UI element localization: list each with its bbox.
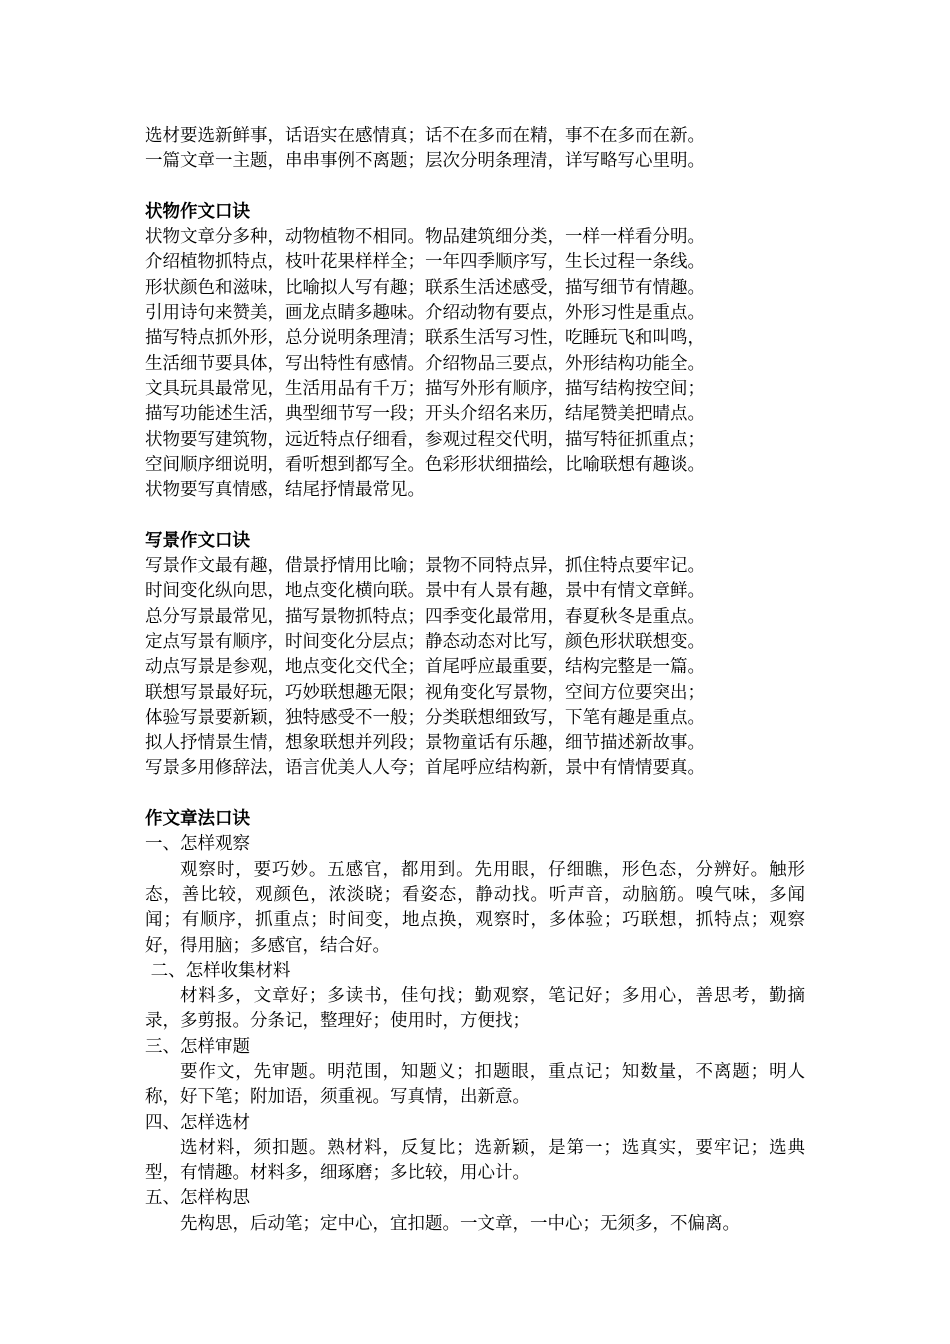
intro-line: 一篇文章一主题，串串事例不离题；层次分明条理清，详写略写心里明。 xyxy=(145,151,705,172)
verse-line: 引用诗句来赞美，画龙点睛多趣味。介绍动物有要点，外形习性是重点。 xyxy=(145,303,705,324)
verse-line: 时间变化纵向思，地点变化横向联。景中有人景有趣，景中有情文章鲜。 xyxy=(145,581,705,602)
intro-block xyxy=(145,124,825,175)
subsection-text: 选材料，须扣题。熟材料，反复比；选新颖，是第一；选真实，要牢记；选典型，有情趣。材料多，细琢磨；多比较，用心计。 xyxy=(145,1137,805,1184)
verse-line: 写景多用修辞法，语言优美人人夸；首尾呼应结构新，景中有情情要真。 xyxy=(145,758,705,779)
verse-line: 空间顺序细说明，看听想到都写全。色彩形状细描绘，比喻联想有趣谈。 xyxy=(145,454,705,475)
subsection-heading: 二、怎样收集材料 xyxy=(145,960,291,981)
verse-line: 拟人抒情景生情，想象联想并列段；景物童话有乐趣，细节描述新故事。 xyxy=(145,733,705,754)
verse-line: 形状颜色和滋味，比喻拟人写有趣；联系生活述感受，描写细节有情趣。 xyxy=(145,277,705,298)
verse-line: 文具玩具最常见，生活用品有千万；描写外形有顺序，描写结构按空间； xyxy=(145,378,705,399)
verse-line: 定点写景有顺序，时间变化分层点；静态动态对比写，颜色形状联想变。 xyxy=(145,631,705,652)
verse-line: 介绍植物抓特点，枝叶花果样样全；一年四季顺序写，生长过程一条线。 xyxy=(145,252,705,273)
subsection-text: 先构思，后动笔；定中心，宜扣题。一文章，一中心；无须多，不偏离。 xyxy=(180,1213,740,1234)
subsection-heading: 五、怎样构思 xyxy=(145,1188,250,1209)
verse-line: 联想写景最好玩，巧妙联想趣无限；视角变化写景物，空间方位要突出； xyxy=(145,682,705,703)
section-title: 写景作文口诀 xyxy=(145,530,250,551)
subsection-text: 材料多，文章好；多读书，佳句找；勤观察，笔记好；多用心，善思考，勤摘录，多剪报。分条记，整理好；使用时，方便找； xyxy=(145,986,805,1032)
subsection-heading: 一、怎样观察 xyxy=(145,834,250,855)
subsection-heading: 三、怎样审题 xyxy=(145,1036,250,1057)
zhangfa-section xyxy=(145,807,825,1237)
subsection-text: 要作文，先审题。明范围，知题义；扣题眼，重点记；知数量，不离题；明人称，好下笔；附加语，须重视。写真情，出新意。 xyxy=(145,1061,805,1108)
verse-line: 写景作文最有趣，借景抒情用比喻；景物不同特点异，抓住特点要牢记。 xyxy=(145,556,705,577)
verse-line: 体验写景要新颖，独特感受不一般；分类联想细致写，下笔有趣是重点。 xyxy=(145,707,705,728)
verse-line: 动点写景是参观，地点变化交代全；首尾呼应最重要，结构完整是一篇。 xyxy=(145,657,705,678)
subsection-heading: 四、怎样选材 xyxy=(145,1112,250,1133)
verse-line: 描写特点抓外形，总分说明条理清；联系生活写习性，吃睡玩飞和叫鸣， xyxy=(145,328,705,349)
verse-line: 状物要写真情感，结尾抒情最常见。 xyxy=(145,480,425,501)
verse-line: 状物要写建筑物，远近特点仔细看，参观过程交代明，描写特征抓重点； xyxy=(145,429,705,450)
spacer xyxy=(145,175,825,200)
document-page xyxy=(145,124,825,1237)
xiejing-section xyxy=(145,529,825,782)
verse-line: 状物文章分多种，动物植物不相同。物品建筑细分类，一样一样看分明。 xyxy=(145,227,705,248)
verse-line: 生活细节要具体，写出特性有感情。介绍物品三要点，外形结构功能全。 xyxy=(145,353,705,374)
section-title: 状物作文口诀 xyxy=(145,201,250,222)
verse-line: 描写功能述生活，典型细节写一段；开头介绍名来历，结尾赞美把晴点。 xyxy=(145,404,705,425)
section-title: 作文章法口诀 xyxy=(145,809,250,830)
zhuangwu-section xyxy=(145,200,825,504)
spacer xyxy=(145,782,825,807)
subsection-text: 观察时，要巧妙。五感官，都用到。先用眼，仔细瞧，形色态，分辨好。触形态，善比较，观颜色，浓淡晓；看姿态，静动找。听声音，动脑筋。嗅气味，多闻闻；有顺序，抓重点；时间变，地点换，观察时，多体验；巧联想，抓特点；观察好，得用脑；多感官，结合好。 xyxy=(145,859,805,956)
spacer xyxy=(145,503,825,528)
intro-line: 选材要选新鲜事，话语实在感情真；话不在多而在精，事不在多而在新。 xyxy=(145,126,705,146)
verse-line: 总分写景最常见，描写景物抓特点；四季变化最常用，春夏秋冬是重点。 xyxy=(145,606,705,627)
